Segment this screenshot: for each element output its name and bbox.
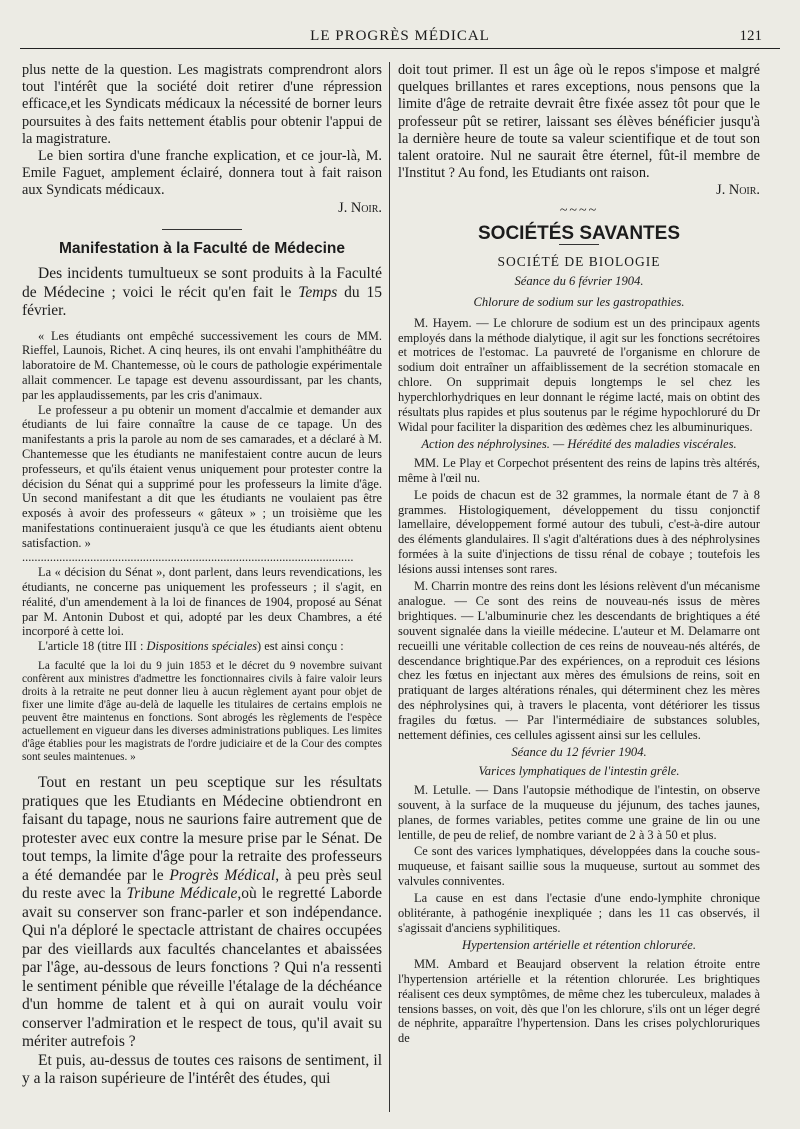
newspaper-name: Temps — [298, 283, 338, 301]
quote-paragraph: « Les étudiants ont empêché successivement les cours de MM. Rieffel, Launois, Richet. A cinq heures, ils ont envahi l'amphithéâtre du laboratoire de M. Chantemesse, où le cours de pathologie expérimentale allait commencer. Le tapage est devenu assourdissant, par les chants, par les applaudissements, par les cris d'animaux. — [22, 328, 382, 402]
text: ,où le regretté Laborde avait su conserver son franc-parler et son indépendance. Qui n'a déploré le spectacle attristant de chaires occupées par des vieillards aux facultés chancelantes et abaissées par l'âge, au-dessous de leurs fonctions ? Qui n'a ressenti le sentiment pénible que réveille l'étalage de la déchéance d'un homme de talent et à qui on aurait voulu voir conserver l'admiration et le respect de tous, qu'il avait su mériter autrefois ? — [22, 885, 382, 1051]
journal-title: LE PROGRÈS MÉDICAL — [310, 28, 490, 44]
left-column — [22, 62, 382, 1089]
signature: J. Noir. — [338, 199, 382, 216]
journal-name: Progrès Médical — [169, 866, 276, 884]
paragraph: Le bien sortira d'une franche explication, et ce jour-là, M. Emile Faguet, amplement éclairé, donnera tout à fait raison aux Syndicats médicaux. — [22, 148, 382, 199]
topic-heading: Chlorure de sodium sur les gastropathies. — [473, 295, 685, 310]
report-paragraph: M. Letulle. — Dans l'autopsie méthodique de l'intestin, on observe souvent, à la surface de la muqueuse du jéjunum, des taches jaunes, planes, de formes variables, petites comme une graine de lin ou une lentille, de peu de relief, de nombre variant de 2 à 3 à 50 et plus. — [398, 782, 760, 842]
report-paragraph: MM. Le Play et Corpechot présentent des reins de lapins très altérés, même à l'œil nu. — [398, 455, 760, 485]
text: ) est ainsi conçu : — [257, 639, 344, 654]
page-number: 121 — [739, 28, 762, 44]
society-name: SOCIÉTÉ DE BIOLOGIE — [497, 254, 661, 270]
italic-text: Dispositions spéciales — [146, 639, 258, 654]
text: Tout en restant un peu sceptique sur les résultats pratiques que les Etudiants en Médecine obtiendront en faisant du tapage, nous ne saurions faire autrement que de protester avec eux contre la mesure prise par le Sénat. De tout temps, la limite d'âge pour la retraite des professeurs a été demandée par le — [22, 774, 382, 884]
report-paragraph: M. Charrin montre des reins dont les lésions relèvent d'un mécanisme analogue. — Ce sont des reins de nouveau-nés issus de mères brightiques. — L'albuminurie chez les descendants de brightiques a été souvent signalée dans la vieille médecine. L'auteur et M. Delamarre ont recueilli une véritable collection de ces reins de nouveau-nés altérés, de descendance brightique.Par des expériences, on a reproduit ces lésions chez les fœtus en injectant aux mères des émulsions de reins, soit en pratiquant de larges altérations rénales, qui déterminent chez les mères des néphrolysines qui, à travers le placenta, vont détériorer les tissus fragiles du fœtus. — Par l'intermédiaire de substances solubles, nettement définies, ces cellules agissent ainsi sur les cellules. — [398, 579, 760, 743]
society-report — [398, 316, 760, 1047]
topic-heading: Hypertension artérielle et rétention chlorurée. — [462, 937, 696, 952]
topic-heading: Action des néphrolysines. — Hérédité des maladies viscérales. — [421, 436, 737, 451]
report-paragraph: Le poids de chacun est de 32 grammes, la normale étant de 7 à 8 grammes. Histologiquement, développement du tissu conjonctif lamellaire, développement formé autour des tubuli, c'est-à-dire autour des éléments glandulaires. Il s'agit d'altérations dues à des néphrolysines formées à la suite d'injections de tissu rénal de cobaye ; toutefois les lésions aussi intenses sont rares. — [398, 487, 760, 577]
quote-paragraph — [22, 639, 382, 654]
quote-paragraph: Le professeur a pu obtenir un moment d'accalmie et demander aux étudiants de lui faire connaître la cause de ce tapage. Un des manifestants a pris la parole au nom de ses camarades, et a déclaré à M. Chantemesse que les étudiants ne manifestaient contre aucun de leurs professeurs, et qu'ils étaient venus uniquement pour protester contre la décision du Sénat qui a supprimé pour les professeurs la limite d'âge. Un second manifestant a dit que les étudiants ne voulaient pas être exposés à avoir des professeurs « gâteux » ; un troisième que les manifestations continueraient jusqu'à ce que les étudiants aient obtenu satisfaction. » — [22, 402, 382, 550]
intro-text: du 15 février. — [22, 283, 382, 320]
session-date: Séance du 12 février 1904. — [511, 745, 647, 760]
paragraph: plus nette de la question. Les magistrats comprendront alors tout l'intérêt que la société doit retirer d'une répression efficace,et les Syndicats médicaux la nécessité de borner leurs poursuites à des faits nettement établis pour obtenir l'appui de la magistrature. — [22, 62, 382, 147]
ellipsis-line: ........................................................................................................... — [22, 550, 354, 565]
report-paragraph: M. Hayem. — Le chlorure de sodium est un des principaux agents employés dans la méthode dialytique, il agit sur les fonctions secrétoires et motrices de l'estomac. La pauvreté de l'organisme en chlorure de sodium doit entraîner un affaiblissement de la secrétion stomacale en chlore. On supprimait depuis longtemps le sel chez les hyperchlorhydriques en leur donnant le régime lacté, mais on obtint des résultats plus rapides et plus soutenus par le régime hypochloruré du Dr Widal pour faciliter la disparition des œdèmes chez les albuminuriques. — [398, 315, 760, 434]
text: , à peu près seul du reste avec la — [22, 866, 382, 903]
paragraph: Et puis, au-dessus de toutes ces raisons de sentiment, il y a la raison supérieure de l'intérêt des études, qui — [22, 1051, 382, 1088]
quote-paragraph: La « décision du Sénat », dont parlent, dans leurs revendications, les étudiants, ne concerne pas uniquement les professeurs ; il s'agit, en réalité, d'un amendement à la loi de finances de 1904, proposé au Sénat par M. Antonin Dubost et qui, adopté par les deux Chambres, a été incorporé à cette loi. — [22, 565, 382, 639]
intro-text: Des incidents tumultueux se sont produits à la Faculté de Médecine ; voici le récit qu'en fait le — [22, 265, 382, 301]
topic-heading: Varices lymphatiques de l'intestin grêle. — [478, 763, 680, 778]
text: L'article 18 (titre III : — [38, 639, 147, 654]
flourish-ornament: ~~~~ — [559, 202, 599, 218]
page-header — [20, 28, 780, 49]
report-paragraph: MM. Ambard et Beaujard observent la relation étroite entre l'hypertension artérielle et la rétention chlorurée. Les brightiques réalisent ces deux symptômes, de même chez les tuberculeux, malades à tensions basses, on voit, dès que l'on les chlorure, s'ils ont un léger degré de néphrite, apparaître l'hypertension. Dans les crises polychloruriques de — [398, 956, 760, 1046]
article-heading: Manifestation à la Faculté de Médecine — [59, 239, 345, 257]
right-column — [398, 62, 760, 1048]
report-paragraph: La cause en est dans l'ectasie d'une endo-lymphite chronique oblitérante, à pathogénie inexpliquée ; dans les 11 cas observés, il s'agissait d'anciens syphilitiques. — [398, 891, 760, 935]
session-date: Séance du 6 février 1904. — [514, 274, 644, 289]
journal-name: Tribune Médicale — [126, 885, 238, 903]
law-text: La faculté que la loi du 9 juin 1853 et le décret du 9 novembre suivant confèrent aux ministres d'admettre les fonctionnaires civils à faire valoir leurs droits à la retraite ne peut donner lieu à aucun règlement ayant pour objet de fixer une limite d'âge au-delà de laquelle les titulaires de certains emplois ne peuvent être maintenus en fonctions. Sont abrogés les règlements de l'espèce actuellement en vigueur dans les diverses administrations publiques. Les limites d'âge établies pour les magistrats de l'ordre judiciaire et de la Cour des comptes sont seules maintenues. » — [22, 660, 382, 764]
column-divider — [389, 62, 390, 1112]
separator-rule — [162, 229, 242, 230]
report-paragraph: Ce sont des varices lymphatiques, développées dans la couche sous-muqueuse, et faisant saillie sous la muqueuse, surtout au sommet des valvules conniventes. — [398, 844, 760, 889]
paragraph: doit tout primer. Il est un âge où le repos s'impose et malgré quelques brillantes et rares exceptions, nous pensons que la limite d'âge de retraite devrait être fixée assez tôt pour que le professeur pût se retirer, laissant ses élèves bénéficier jusqu'à la dernière heure de toute sa valeur scientifique et de tout son talent oratoire. Nul ne saurait être éternel, fût-il membre de l'Institut ? Au fond, les Etudiants ont raison. — [398, 62, 760, 182]
separator-rule — [559, 244, 599, 245]
signature: J. Noir. — [716, 182, 760, 199]
section-title: SOCIÉTÉS SAVANTES — [478, 222, 680, 244]
intro-paragraph — [22, 265, 382, 321]
paragraph — [22, 774, 382, 1052]
